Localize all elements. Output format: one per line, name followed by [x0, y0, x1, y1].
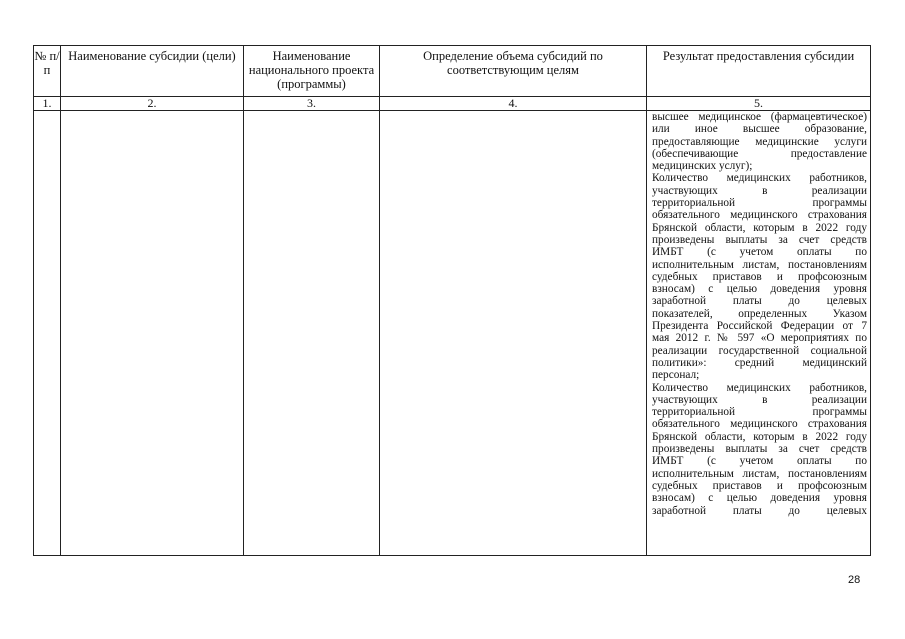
result-line: Количество медицинских работников, — [652, 172, 867, 185]
header-result: Результат предоставления субсидии — [647, 46, 871, 97]
header-subsidy-name: Наименование субсидии (цели) — [61, 46, 244, 97]
cell-subsidy-name — [61, 111, 244, 556]
result-line: взносам) с целью доведения уровня — [652, 492, 867, 505]
result-line: ИМБТ (с учетом оплаты по — [652, 455, 867, 468]
cell-volume-definition — [380, 111, 647, 556]
result-line: территориальной программы — [652, 406, 867, 419]
column-number-4: 4. — [380, 97, 647, 111]
result-line: обязательного медицинского страхования — [652, 209, 867, 222]
cell-num — [34, 111, 61, 556]
result-line: мая 2012 г. № 597 «О мероприятиях по — [652, 332, 867, 345]
result-line: произведены выплаты за счет средств — [652, 443, 867, 456]
result-line: персонал; — [652, 369, 700, 382]
page-number: 28 — [848, 574, 861, 586]
result-line: или иное высшее образование, — [652, 123, 867, 136]
table-row — [34, 111, 871, 556]
result-line: (обеспечивающие предоставление — [652, 147, 867, 160]
result-line: исполнительным листам, постановлениям — [652, 258, 867, 271]
result-line: Брянской области, которым в 2022 году — [652, 430, 867, 443]
result-line: участвующих в реализации — [652, 393, 867, 406]
result-line: Брянской области, которым в 2022 году — [652, 221, 867, 234]
header-num: № п/п — [34, 46, 61, 97]
result-line: заработной платы до целевых — [652, 295, 867, 308]
header-volume-definition: Определение объема субсидий по соответствующим целям — [380, 46, 647, 97]
subsidy-table — [33, 45, 871, 556]
result-line: Количество медицинских работников, — [652, 381, 867, 394]
result-line: предоставляющие медицинские услуги — [652, 135, 867, 148]
result-line: политики»: средний медицинский — [652, 356, 867, 369]
cell-result — [647, 111, 871, 556]
column-number-5: 5. — [647, 97, 871, 111]
result-line: реализации государственной социальной — [652, 344, 867, 357]
result-line: судебных приставов и профсоюзным — [652, 479, 867, 492]
result-line: исполнительным листам, постановлениям — [652, 467, 867, 480]
column-number-3: 3. — [244, 97, 380, 111]
result-line: высшее медицинское (фармацевтическое) — [652, 111, 867, 123]
column-number-row — [34, 97, 871, 111]
result-line: показателей, определенных Указом — [652, 307, 867, 320]
result-line: произведены выплаты за счет средств — [652, 233, 867, 246]
result-line: участвующих в реализации — [652, 184, 867, 197]
cell-national-project — [244, 111, 380, 556]
result-line: ИМБТ (с учетом оплаты по — [652, 246, 867, 259]
column-number-1: 1. — [34, 97, 61, 111]
result-line: медицинских услуг); — [652, 160, 753, 173]
result-line: взносам) с целью доведения уровня — [652, 283, 867, 296]
result-line: территориальной программы — [652, 197, 867, 210]
result-line: обязательного медицинского страхования — [652, 418, 867, 431]
result-line: судебных приставов и профсоюзным — [652, 270, 867, 283]
result-text — [652, 111, 867, 555]
result-line: Президента Российской Федерации от 7 — [652, 320, 867, 333]
header-national-project: Наименование национального проекта (программы) — [244, 46, 380, 97]
result-line: заработной платы до целевых — [652, 504, 867, 517]
table-header-row — [34, 46, 871, 97]
column-number-2: 2. — [61, 97, 244, 111]
